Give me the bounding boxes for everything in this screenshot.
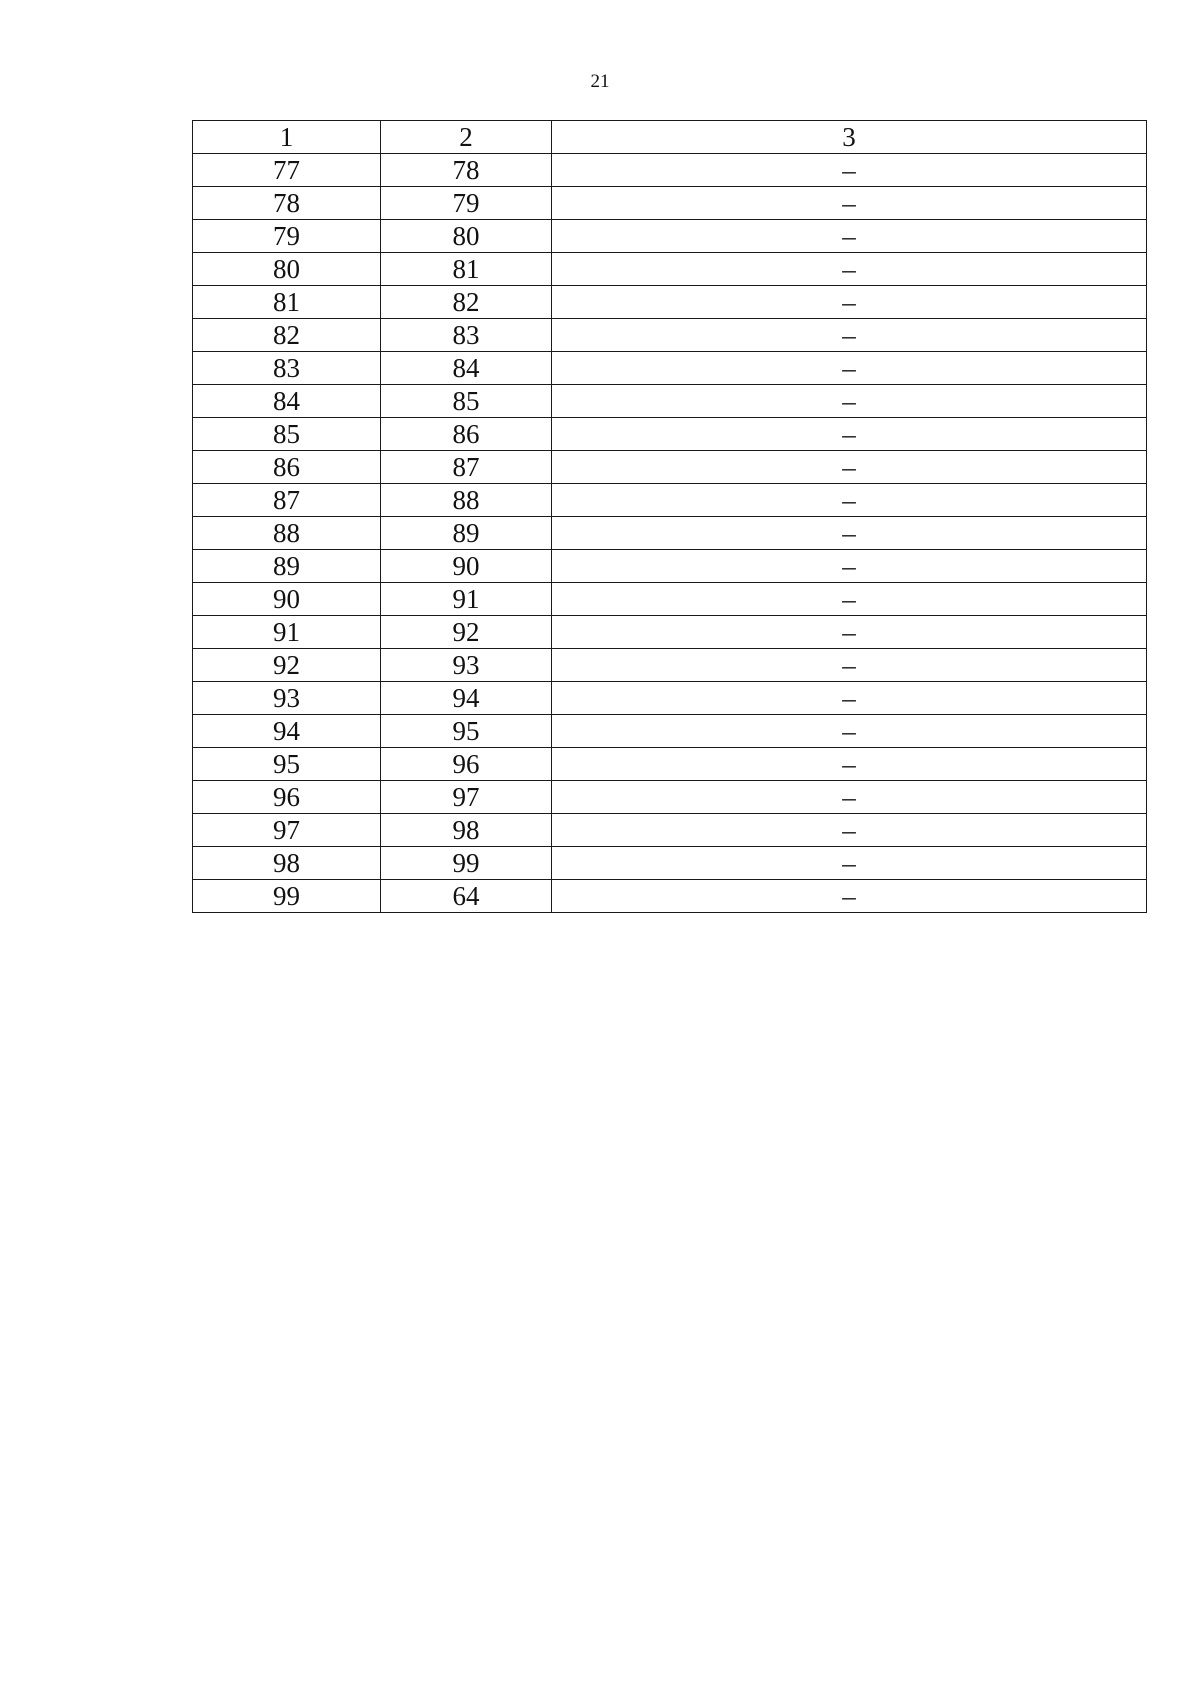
- table-cell-col-1: 81: [193, 286, 381, 319]
- table-row: [193, 880, 1147, 913]
- table-cell-col-2: 99: [381, 847, 552, 880]
- table-cell-col-1: 97: [193, 814, 381, 847]
- table-cell-col-1: 84: [193, 385, 381, 418]
- table-cell-col-1: 99: [193, 880, 381, 913]
- table-row: [193, 550, 1147, 583]
- table-row: [193, 583, 1147, 616]
- table-cell-col-3: –: [552, 847, 1147, 880]
- table-header-row: [193, 121, 1147, 154]
- table-cell-col-3: –: [552, 649, 1147, 682]
- table-cell-col-2: 79: [381, 187, 552, 220]
- table-cell-col-2: 85: [381, 385, 552, 418]
- table-cell-col-2: 64: [381, 880, 552, 913]
- table-cell-col-3: –: [552, 418, 1147, 451]
- table-row: [193, 649, 1147, 682]
- table-cell-col-3: –: [552, 154, 1147, 187]
- table-cell-col-3: –: [552, 352, 1147, 385]
- table-cell-col-3: –: [552, 715, 1147, 748]
- table-cell-col-3: –: [552, 220, 1147, 253]
- table-row: [193, 154, 1147, 187]
- table-row: [193, 418, 1147, 451]
- table-header: [193, 121, 1147, 154]
- table-cell-col-3: –: [552, 385, 1147, 418]
- table-cell-col-1: 92: [193, 649, 381, 682]
- table-cell-col-1: 85: [193, 418, 381, 451]
- table-cell-col-3: –: [552, 814, 1147, 847]
- table-cell-col-1: 80: [193, 253, 381, 286]
- table-cell-col-2: 90: [381, 550, 552, 583]
- table-cell-col-3: –: [552, 682, 1147, 715]
- table-cell-col-3: –: [552, 880, 1147, 913]
- table-cell-col-1: 77: [193, 154, 381, 187]
- table-row: [193, 517, 1147, 550]
- table-cell-col-1: 88: [193, 517, 381, 550]
- table-cell-col-1: 91: [193, 616, 381, 649]
- table-cell-col-1: 98: [193, 847, 381, 880]
- table-cell-col-3: –: [552, 748, 1147, 781]
- table-row: [193, 187, 1147, 220]
- table-cell-col-3: –: [552, 286, 1147, 319]
- table-cell-col-2: 89: [381, 517, 552, 550]
- table-cell-col-3: –: [552, 187, 1147, 220]
- data-table: [192, 120, 1147, 913]
- page-number: 21: [590, 71, 610, 92]
- table-cell-col-2: 82: [381, 286, 552, 319]
- table-cell-col-2: 95: [381, 715, 552, 748]
- table-row: [193, 220, 1147, 253]
- table-row: [193, 814, 1147, 847]
- table-cell-col-3: –: [552, 781, 1147, 814]
- table-cell-col-1: 83: [193, 352, 381, 385]
- table-cell-col-2: 93: [381, 649, 552, 682]
- table-row: [193, 385, 1147, 418]
- table-row: [193, 253, 1147, 286]
- column-header-2: 2: [381, 121, 552, 154]
- table-row: [193, 715, 1147, 748]
- table-row: [193, 682, 1147, 715]
- table-cell-col-2: 86: [381, 418, 552, 451]
- table-row: [193, 616, 1147, 649]
- table-cell-col-2: 88: [381, 484, 552, 517]
- table-cell-col-3: –: [552, 517, 1147, 550]
- table-row: [193, 352, 1147, 385]
- table-cell-col-2: 98: [381, 814, 552, 847]
- table-cell-col-2: 78: [381, 154, 552, 187]
- column-header-3: 3: [552, 121, 1147, 154]
- table-row: [193, 748, 1147, 781]
- table-cell-col-3: –: [552, 550, 1147, 583]
- table-row: [193, 286, 1147, 319]
- table-cell-col-2: 83: [381, 319, 552, 352]
- table-cell-col-3: –: [552, 583, 1147, 616]
- table-cell-col-1: 87: [193, 484, 381, 517]
- table-body: [193, 154, 1147, 913]
- table-cell-col-1: 93: [193, 682, 381, 715]
- table-cell-col-2: 91: [381, 583, 552, 616]
- table-cell-col-3: –: [552, 451, 1147, 484]
- table-cell-col-3: –: [552, 616, 1147, 649]
- table-cell-col-2: 84: [381, 352, 552, 385]
- table-row: [193, 451, 1147, 484]
- table-cell-col-1: 95: [193, 748, 381, 781]
- table-cell-col-2: 97: [381, 781, 552, 814]
- table-cell-col-1: 82: [193, 319, 381, 352]
- table-cell-col-2: 96: [381, 748, 552, 781]
- table-cell-col-3: –: [552, 253, 1147, 286]
- table-row: [193, 484, 1147, 517]
- table-cell-col-1: 86: [193, 451, 381, 484]
- table-cell-col-3: –: [552, 319, 1147, 352]
- table-cell-col-1: 78: [193, 187, 381, 220]
- table-cell-col-3: –: [552, 484, 1147, 517]
- table-cell-col-1: 90: [193, 583, 381, 616]
- table-cell-col-2: 87: [381, 451, 552, 484]
- table-cell-col-2: 80: [381, 220, 552, 253]
- table-row: [193, 781, 1147, 814]
- table-cell-col-2: 94: [381, 682, 552, 715]
- table-cell-col-1: 89: [193, 550, 381, 583]
- table-cell-col-2: 81: [381, 253, 552, 286]
- table-cell-col-1: 94: [193, 715, 381, 748]
- table-cell-col-2: 92: [381, 616, 552, 649]
- table-row: [193, 319, 1147, 352]
- table-cell-col-1: 79: [193, 220, 381, 253]
- table-cell-col-1: 96: [193, 781, 381, 814]
- column-header-1: 1: [193, 121, 381, 154]
- table-row: [193, 847, 1147, 880]
